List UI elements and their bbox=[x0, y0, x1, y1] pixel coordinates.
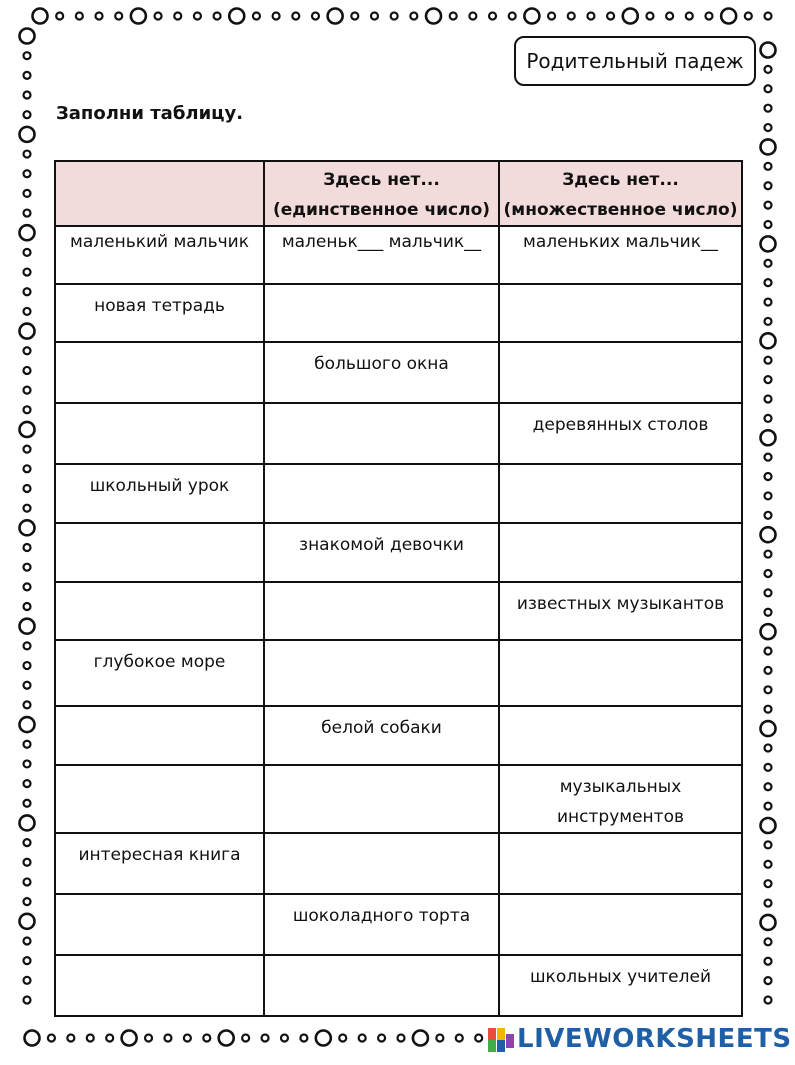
border-circle bbox=[765, 66, 772, 73]
prompt-cell bbox=[55, 833, 264, 894]
border-circle bbox=[761, 624, 776, 639]
border-circle bbox=[24, 937, 31, 944]
prompt-cell bbox=[264, 894, 499, 955]
border-circle bbox=[328, 9, 343, 24]
border-circle bbox=[705, 13, 712, 20]
border-circle bbox=[765, 124, 772, 131]
border-circle bbox=[24, 367, 31, 374]
border-circle bbox=[24, 760, 31, 767]
table-row bbox=[55, 640, 742, 706]
border-circle bbox=[371, 13, 378, 20]
border-circle bbox=[24, 308, 31, 315]
border-circle bbox=[765, 13, 772, 20]
border-circle bbox=[262, 1035, 269, 1042]
table-row bbox=[55, 833, 742, 894]
border-circle bbox=[761, 527, 776, 542]
border-circle bbox=[413, 1031, 428, 1046]
border-circle bbox=[24, 997, 31, 1004]
border-circle bbox=[122, 1031, 137, 1046]
answer-cell[interactable] bbox=[264, 765, 499, 833]
border-circle bbox=[761, 43, 776, 58]
cell-text: известных музыкантов bbox=[516, 594, 725, 614]
table-body bbox=[55, 226, 742, 1016]
border-circle bbox=[765, 880, 772, 887]
border-circle bbox=[24, 92, 31, 99]
border-circle bbox=[25, 1031, 40, 1046]
cell-text: шоколадного торта bbox=[292, 906, 471, 926]
border-circle bbox=[765, 803, 772, 810]
answer-cell[interactable] bbox=[55, 582, 264, 640]
border-circle bbox=[765, 395, 772, 402]
border-circle bbox=[24, 839, 31, 846]
prompt-cell bbox=[264, 706, 499, 765]
cell-text: белой собаки bbox=[321, 718, 442, 738]
border-circle bbox=[587, 13, 594, 20]
answer-cell[interactable] bbox=[55, 765, 264, 833]
border-circle bbox=[765, 473, 772, 480]
border-circle bbox=[20, 520, 35, 535]
border-circle bbox=[646, 13, 653, 20]
answer-cell[interactable] bbox=[264, 833, 499, 894]
border-circle bbox=[24, 564, 31, 571]
border-circle bbox=[761, 721, 776, 736]
table-row bbox=[55, 582, 742, 640]
topic-title: Родительный падеж bbox=[514, 36, 756, 86]
cell-text: маленьких мальчик__ bbox=[523, 232, 718, 252]
liveworksheets-watermark bbox=[488, 1024, 792, 1054]
border-circle bbox=[214, 13, 221, 20]
border-circle bbox=[761, 430, 776, 445]
border-circle bbox=[765, 260, 772, 267]
border-circle bbox=[115, 13, 122, 20]
table-row bbox=[55, 403, 742, 464]
header-line: Здесь нет... bbox=[562, 170, 679, 190]
border-circle bbox=[765, 318, 772, 325]
border-circle bbox=[765, 163, 772, 170]
border-circle bbox=[20, 127, 35, 142]
border-circle bbox=[765, 686, 772, 693]
border-circle bbox=[378, 1035, 385, 1042]
border-circle bbox=[253, 13, 260, 20]
border-circle bbox=[24, 878, 31, 885]
border-circle bbox=[131, 9, 146, 24]
border-circle bbox=[20, 29, 35, 44]
border-circle bbox=[24, 603, 31, 610]
border-circle bbox=[568, 13, 575, 20]
border-circle bbox=[765, 376, 772, 383]
border-circle bbox=[24, 780, 31, 787]
prompt-cell bbox=[499, 955, 742, 1016]
border-circle bbox=[24, 446, 31, 453]
border-circle bbox=[229, 9, 244, 24]
border-circle bbox=[765, 551, 772, 558]
table-row bbox=[55, 284, 742, 342]
border-circle bbox=[761, 236, 776, 251]
border-circle bbox=[761, 139, 776, 154]
border-circle bbox=[765, 221, 772, 228]
border-circle bbox=[48, 1035, 55, 1042]
border-circle bbox=[24, 288, 31, 295]
border-circle bbox=[765, 512, 772, 519]
answer-cell[interactable] bbox=[499, 640, 742, 706]
border-circle bbox=[761, 818, 776, 833]
border-circle bbox=[765, 357, 772, 364]
border-circle bbox=[359, 1035, 366, 1042]
border-circle bbox=[469, 13, 476, 20]
border-circle bbox=[24, 485, 31, 492]
border-circle bbox=[24, 544, 31, 551]
watermark-text: LIVEWORKSHEETS bbox=[517, 1024, 792, 1054]
border-circle bbox=[765, 589, 772, 596]
border-circle bbox=[666, 13, 673, 20]
border-circle bbox=[509, 13, 516, 20]
border-circle bbox=[24, 583, 31, 590]
border-circle bbox=[316, 1031, 331, 1046]
prompt-cell bbox=[264, 523, 499, 582]
table-row bbox=[55, 765, 742, 833]
border-circle bbox=[76, 13, 83, 20]
cell-text: школьный урок bbox=[89, 476, 230, 496]
table-row bbox=[55, 226, 742, 284]
cell-text: знакомой девочки bbox=[299, 535, 464, 555]
answer-cell[interactable] bbox=[55, 706, 264, 765]
border-circle bbox=[524, 9, 539, 24]
border-circle bbox=[24, 859, 31, 866]
border-circle bbox=[24, 190, 31, 197]
table-row bbox=[55, 955, 742, 1016]
border-circle bbox=[765, 861, 772, 868]
cell-text: новая тетрадь bbox=[94, 296, 225, 316]
border-circle bbox=[24, 406, 31, 413]
border-circle bbox=[24, 111, 31, 118]
border-circle bbox=[24, 269, 31, 276]
border-circle bbox=[194, 13, 201, 20]
answer-cell[interactable] bbox=[55, 894, 264, 955]
border-circle bbox=[24, 210, 31, 217]
border-circle bbox=[242, 1035, 249, 1042]
border-circle bbox=[765, 415, 772, 422]
border-circle bbox=[765, 667, 772, 674]
border-circle bbox=[106, 1035, 113, 1042]
prompt-cell bbox=[499, 226, 742, 284]
border-circle bbox=[765, 958, 772, 965]
genitive-case-table bbox=[54, 160, 743, 1017]
border-circle bbox=[24, 72, 31, 79]
prompt-cell bbox=[55, 226, 264, 284]
border-circle bbox=[765, 609, 772, 616]
answer-cell[interactable] bbox=[499, 523, 742, 582]
cell-text: глубокое море bbox=[93, 652, 226, 672]
border-circle bbox=[292, 13, 299, 20]
border-circle bbox=[184, 1035, 191, 1042]
border-circle bbox=[24, 249, 31, 256]
border-circle bbox=[174, 13, 181, 20]
border-circle bbox=[489, 13, 496, 20]
border-circle bbox=[164, 1035, 171, 1042]
border-circle bbox=[155, 13, 162, 20]
border-circle bbox=[339, 1035, 346, 1042]
border-circle bbox=[548, 13, 555, 20]
table-row bbox=[55, 342, 742, 403]
border-circle bbox=[24, 170, 31, 177]
border-circle bbox=[765, 706, 772, 713]
border-circle bbox=[765, 764, 772, 771]
border-circle bbox=[765, 900, 772, 907]
border-circle bbox=[24, 701, 31, 708]
border-circle bbox=[765, 744, 772, 751]
prompt-cell bbox=[264, 342, 499, 403]
prompt-cell bbox=[499, 765, 742, 833]
border-circle bbox=[203, 1035, 210, 1042]
cell-text: музыкальных bbox=[559, 777, 682, 797]
border-circle bbox=[761, 915, 776, 930]
border-circle bbox=[219, 1031, 234, 1046]
border-circle bbox=[765, 977, 772, 984]
border-circle bbox=[300, 1035, 307, 1042]
cell-text: инструментов bbox=[557, 807, 684, 827]
border-circle bbox=[24, 347, 31, 354]
border-circle bbox=[24, 387, 31, 394]
border-circle bbox=[24, 465, 31, 472]
answer-cell[interactable] bbox=[499, 706, 742, 765]
border-circle bbox=[24, 741, 31, 748]
cell-text: большого окна bbox=[314, 354, 449, 374]
answer-cell[interactable] bbox=[55, 523, 264, 582]
table-row bbox=[55, 894, 742, 955]
border-circle bbox=[24, 957, 31, 964]
prompt-cell bbox=[55, 284, 264, 342]
prompt-cell bbox=[499, 582, 742, 640]
border-circle bbox=[87, 1035, 94, 1042]
answer-cell[interactable] bbox=[499, 284, 742, 342]
prompt-cell bbox=[499, 403, 742, 464]
answer-cell[interactable] bbox=[55, 955, 264, 1016]
border-circle bbox=[398, 1035, 405, 1042]
border-circle bbox=[24, 642, 31, 649]
answer-cell[interactable] bbox=[264, 955, 499, 1016]
border-circle bbox=[765, 492, 772, 499]
border-circle bbox=[20, 815, 35, 830]
border-circle bbox=[20, 619, 35, 634]
border-circle bbox=[56, 13, 63, 20]
border-circle bbox=[765, 85, 772, 92]
border-circle bbox=[686, 13, 693, 20]
table-row bbox=[55, 706, 742, 765]
answer-cell[interactable] bbox=[264, 640, 499, 706]
border-circle bbox=[607, 13, 614, 20]
border-circle bbox=[765, 783, 772, 790]
border-circle bbox=[145, 1035, 152, 1042]
header-line: (единственное число) bbox=[272, 200, 491, 220]
border-circle bbox=[765, 299, 772, 306]
border-circle bbox=[96, 13, 103, 20]
border-circle bbox=[24, 977, 31, 984]
border-circle bbox=[281, 1035, 288, 1042]
border-circle bbox=[391, 13, 398, 20]
cell-text: школьных учителей bbox=[530, 967, 711, 987]
border-circle bbox=[765, 202, 772, 209]
border-circle bbox=[456, 1035, 463, 1042]
border-circle bbox=[20, 914, 35, 929]
border-circle bbox=[436, 1035, 443, 1042]
border-circle bbox=[33, 9, 48, 24]
cell-text: маленьк___ мальчик__ bbox=[281, 232, 482, 252]
answer-cell[interactable] bbox=[499, 342, 742, 403]
cell-text: маленький мальчик bbox=[70, 232, 249, 252]
border-circle bbox=[745, 13, 752, 20]
table-row bbox=[55, 464, 742, 523]
border-circle bbox=[24, 682, 31, 689]
border-circle bbox=[67, 1035, 74, 1042]
answer-cell[interactable] bbox=[55, 403, 264, 464]
border-circle bbox=[450, 13, 457, 20]
liveworksheets-logo-icon bbox=[488, 1026, 514, 1052]
header-line: Здесь нет... bbox=[323, 170, 440, 190]
border-circle bbox=[761, 333, 776, 348]
border-circle bbox=[24, 151, 31, 158]
border-circle bbox=[20, 717, 35, 732]
table-row bbox=[55, 523, 742, 582]
border-circle bbox=[273, 13, 280, 20]
border-circle bbox=[24, 898, 31, 905]
header-cell bbox=[55, 161, 264, 226]
answer-cell[interactable] bbox=[499, 894, 742, 955]
table-header bbox=[55, 161, 742, 226]
answer-cell[interactable] bbox=[264, 403, 499, 464]
border-circle bbox=[765, 938, 772, 945]
header-cell bbox=[264, 161, 499, 226]
border-circle bbox=[24, 800, 31, 807]
border-circle bbox=[410, 13, 417, 20]
prompt-cell bbox=[264, 226, 499, 284]
border-circle bbox=[765, 105, 772, 112]
border-circle bbox=[765, 648, 772, 655]
prompt-cell bbox=[55, 464, 264, 523]
answer-cell[interactable] bbox=[499, 464, 742, 523]
border-circle bbox=[351, 13, 358, 20]
border-circle bbox=[24, 662, 31, 669]
border-circle bbox=[765, 279, 772, 286]
prompt-cell bbox=[55, 640, 264, 706]
cell-text: интересная книга bbox=[78, 845, 241, 865]
header-cell bbox=[499, 161, 742, 226]
border-circle bbox=[765, 570, 772, 577]
border-circle bbox=[24, 505, 31, 512]
border-circle bbox=[765, 997, 772, 1004]
border-circle bbox=[765, 182, 772, 189]
answer-cell[interactable] bbox=[264, 464, 499, 523]
border-circle bbox=[623, 9, 638, 24]
answer-cell[interactable] bbox=[499, 833, 742, 894]
border-circle bbox=[765, 841, 772, 848]
cell-text: деревянных столов bbox=[532, 415, 709, 435]
header-line: (множественное число) bbox=[503, 200, 738, 220]
answer-cell[interactable] bbox=[55, 342, 264, 403]
border-circle bbox=[426, 9, 441, 24]
answer-cell[interactable] bbox=[264, 284, 499, 342]
border-circle bbox=[312, 13, 319, 20]
answer-cell[interactable] bbox=[264, 582, 499, 640]
border-circle bbox=[475, 1035, 482, 1042]
border-circle bbox=[20, 324, 35, 339]
border-circle bbox=[20, 225, 35, 240]
border-circle bbox=[24, 52, 31, 59]
border-circle bbox=[20, 422, 35, 437]
border-circle bbox=[721, 9, 736, 24]
border-circle bbox=[765, 454, 772, 461]
instruction-text: Заполни таблицу. bbox=[56, 103, 244, 124]
